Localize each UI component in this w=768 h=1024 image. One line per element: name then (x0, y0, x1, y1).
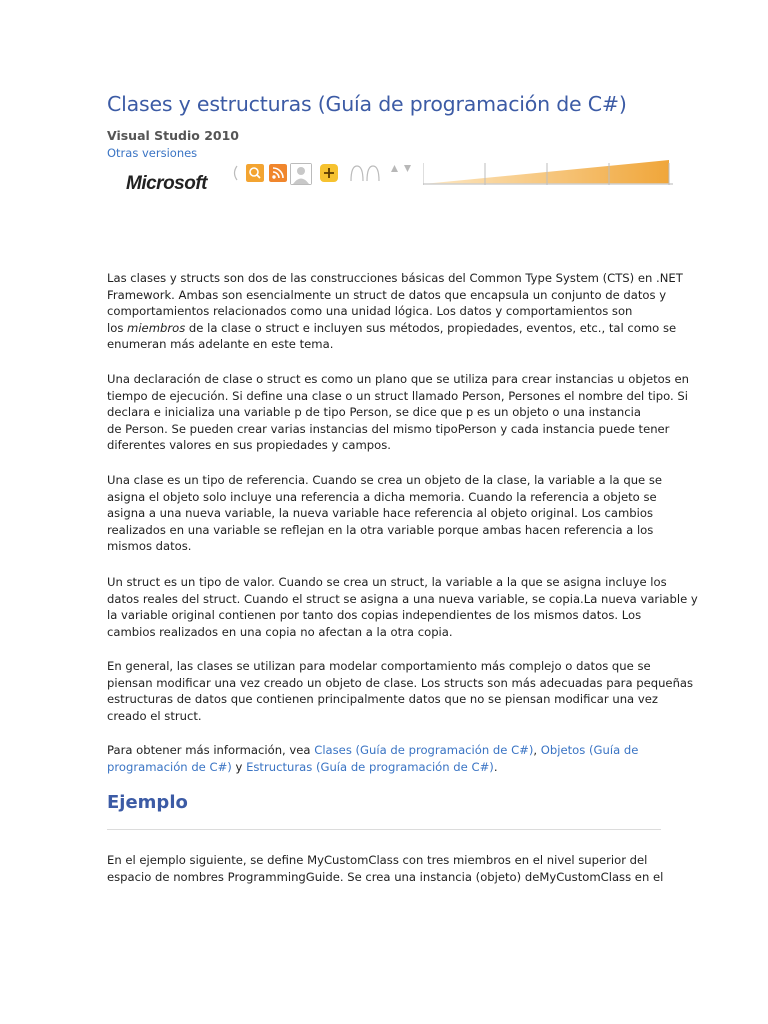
text-line: En el ejemplo siguiente, se define MyCustomClass con tres miembros en el nivel superior del (107, 853, 648, 867)
product-version: Visual Studio 2010 (107, 128, 239, 143)
text-span: , (533, 743, 541, 757)
bracket-icon (347, 164, 383, 182)
add-icon[interactable] (320, 164, 338, 182)
microsoft-logo: Microsoft (126, 173, 207, 194)
page-title: Clases y estructuras (Guía de programación de C#) (107, 92, 627, 116)
text-line: la variable original contienen por tanto dos copias independientes de los mismos datos. Los (107, 608, 642, 623)
text-line: asigna a una nueva variable, la nueva variable hace referencia al objeto original. Los cambios (107, 506, 653, 521)
paragraph-declaration (107, 371, 689, 454)
text-line (107, 759, 667, 776)
text-line: realizados en una variable se reflejan en la otra variable porque ambas hacen referencia a los (107, 522, 654, 537)
text-line (107, 320, 677, 337)
text-line: Una clase es un tipo de referencia. Cuando se crea un objeto de la clase, la variable a la que se (107, 473, 663, 487)
link-clases[interactable]: Clases (Guía de programación de C#) (314, 743, 534, 757)
paragraph-struct-value (107, 574, 698, 640)
text-span: . (493, 759, 498, 774)
bracket-icon (231, 164, 239, 182)
text-line: enumeran más adelante en este tema. (107, 337, 334, 352)
text-line: Una declaración de clase o struct es como un plano que se utiliza para crear instancias u objetos en (107, 372, 689, 386)
user-icon[interactable] (290, 163, 312, 185)
text-line: asigna el objeto solo incluye una referencia a dicha memoria. Cuando la referencia a objeto se (107, 489, 657, 504)
text-line: datos reales del struct. Cuando el struct se asigna a una nueva variable, se copia.La nueva variable y (107, 591, 698, 606)
link-estructuras[interactable]: Estructuras (Guía de programación de C#) (246, 759, 494, 774)
emphasis-text: miembros (127, 320, 186, 335)
paragraph-general (107, 658, 694, 724)
section-divider (107, 829, 661, 830)
link-objetos-cont[interactable]: programación de C#) (107, 759, 232, 774)
rss-icon[interactable] (269, 164, 287, 182)
text-line: Las clases y structs son dos de las construcciones básicas del Common Type System (CTS) en .NET (107, 271, 683, 285)
banner-toolbar (107, 160, 667, 196)
rating-slider[interactable] (423, 160, 673, 186)
text-span: y (231, 759, 247, 774)
text-span: los (107, 320, 128, 335)
paragraph-example (107, 852, 667, 885)
text-span: de la clase o struct e incluyen sus métodos, propiedades, eventos, etc., tal como se (185, 320, 677, 335)
paragraph-intro (107, 270, 683, 353)
other-versions-link[interactable]: Otras versiones (107, 146, 198, 160)
text-line: mismos datos. (107, 539, 192, 554)
text-line: piensan modificar una vez creado un objeto de clase. Los structs son más adecuadas para pequeñas (107, 675, 694, 690)
text-line: En general, las clases se utilizan para modelar comportamiento más complejo o datos que se (107, 659, 651, 673)
search-icon[interactable] (246, 164, 264, 182)
text-line: estructuras de datos que contienen principalmente datos que no se piensan modificar una vez (107, 692, 658, 707)
link-objetos[interactable]: Objetos (Guía de (540, 743, 639, 757)
text-line (107, 742, 667, 759)
text-line: tiempo de ejecución. Si define una clase o un struct llamado Person, Persones el nombre del tipo. Si (107, 388, 688, 403)
text-line: Un struct es un tipo de valor. Cuando se crea un struct, la variable a la que se asigna incluye los (107, 575, 667, 589)
paragraph-more-info (107, 742, 667, 775)
down-arrow-icon[interactable] (403, 164, 412, 173)
text-line: Framework. Ambas son esencialmente un struct de datos que encapsula un conjunto de datos y (107, 287, 667, 302)
text-span: Para obtener más información, vea (107, 743, 315, 757)
text-line: cambios realizados en una copia no afectan a la otra copia. (107, 624, 453, 639)
text-line: de Person. Se pueden crear varias instancias del mismo tipoPerson y cada instancia puede tener (107, 421, 670, 436)
text-line: espacio de nombres ProgrammingGuide. Se crea una instancia (objeto) deMyCustomClass en el (107, 869, 664, 884)
text-line: comportamientos relacionados como una unidad lógica. Los datos y comportamientos son (107, 304, 633, 319)
text-line: creado el struct. (107, 708, 202, 723)
paragraph-class-reference (107, 472, 667, 555)
up-arrow-icon[interactable] (390, 164, 399, 173)
text-line: diferentes valores en sus propiedades y campos. (107, 438, 391, 453)
text-line: declara e inicializa una variable p de tipo Person, se dice que p es un objeto o una instancia (107, 405, 641, 420)
section-heading-example: Ejemplo (107, 792, 188, 813)
